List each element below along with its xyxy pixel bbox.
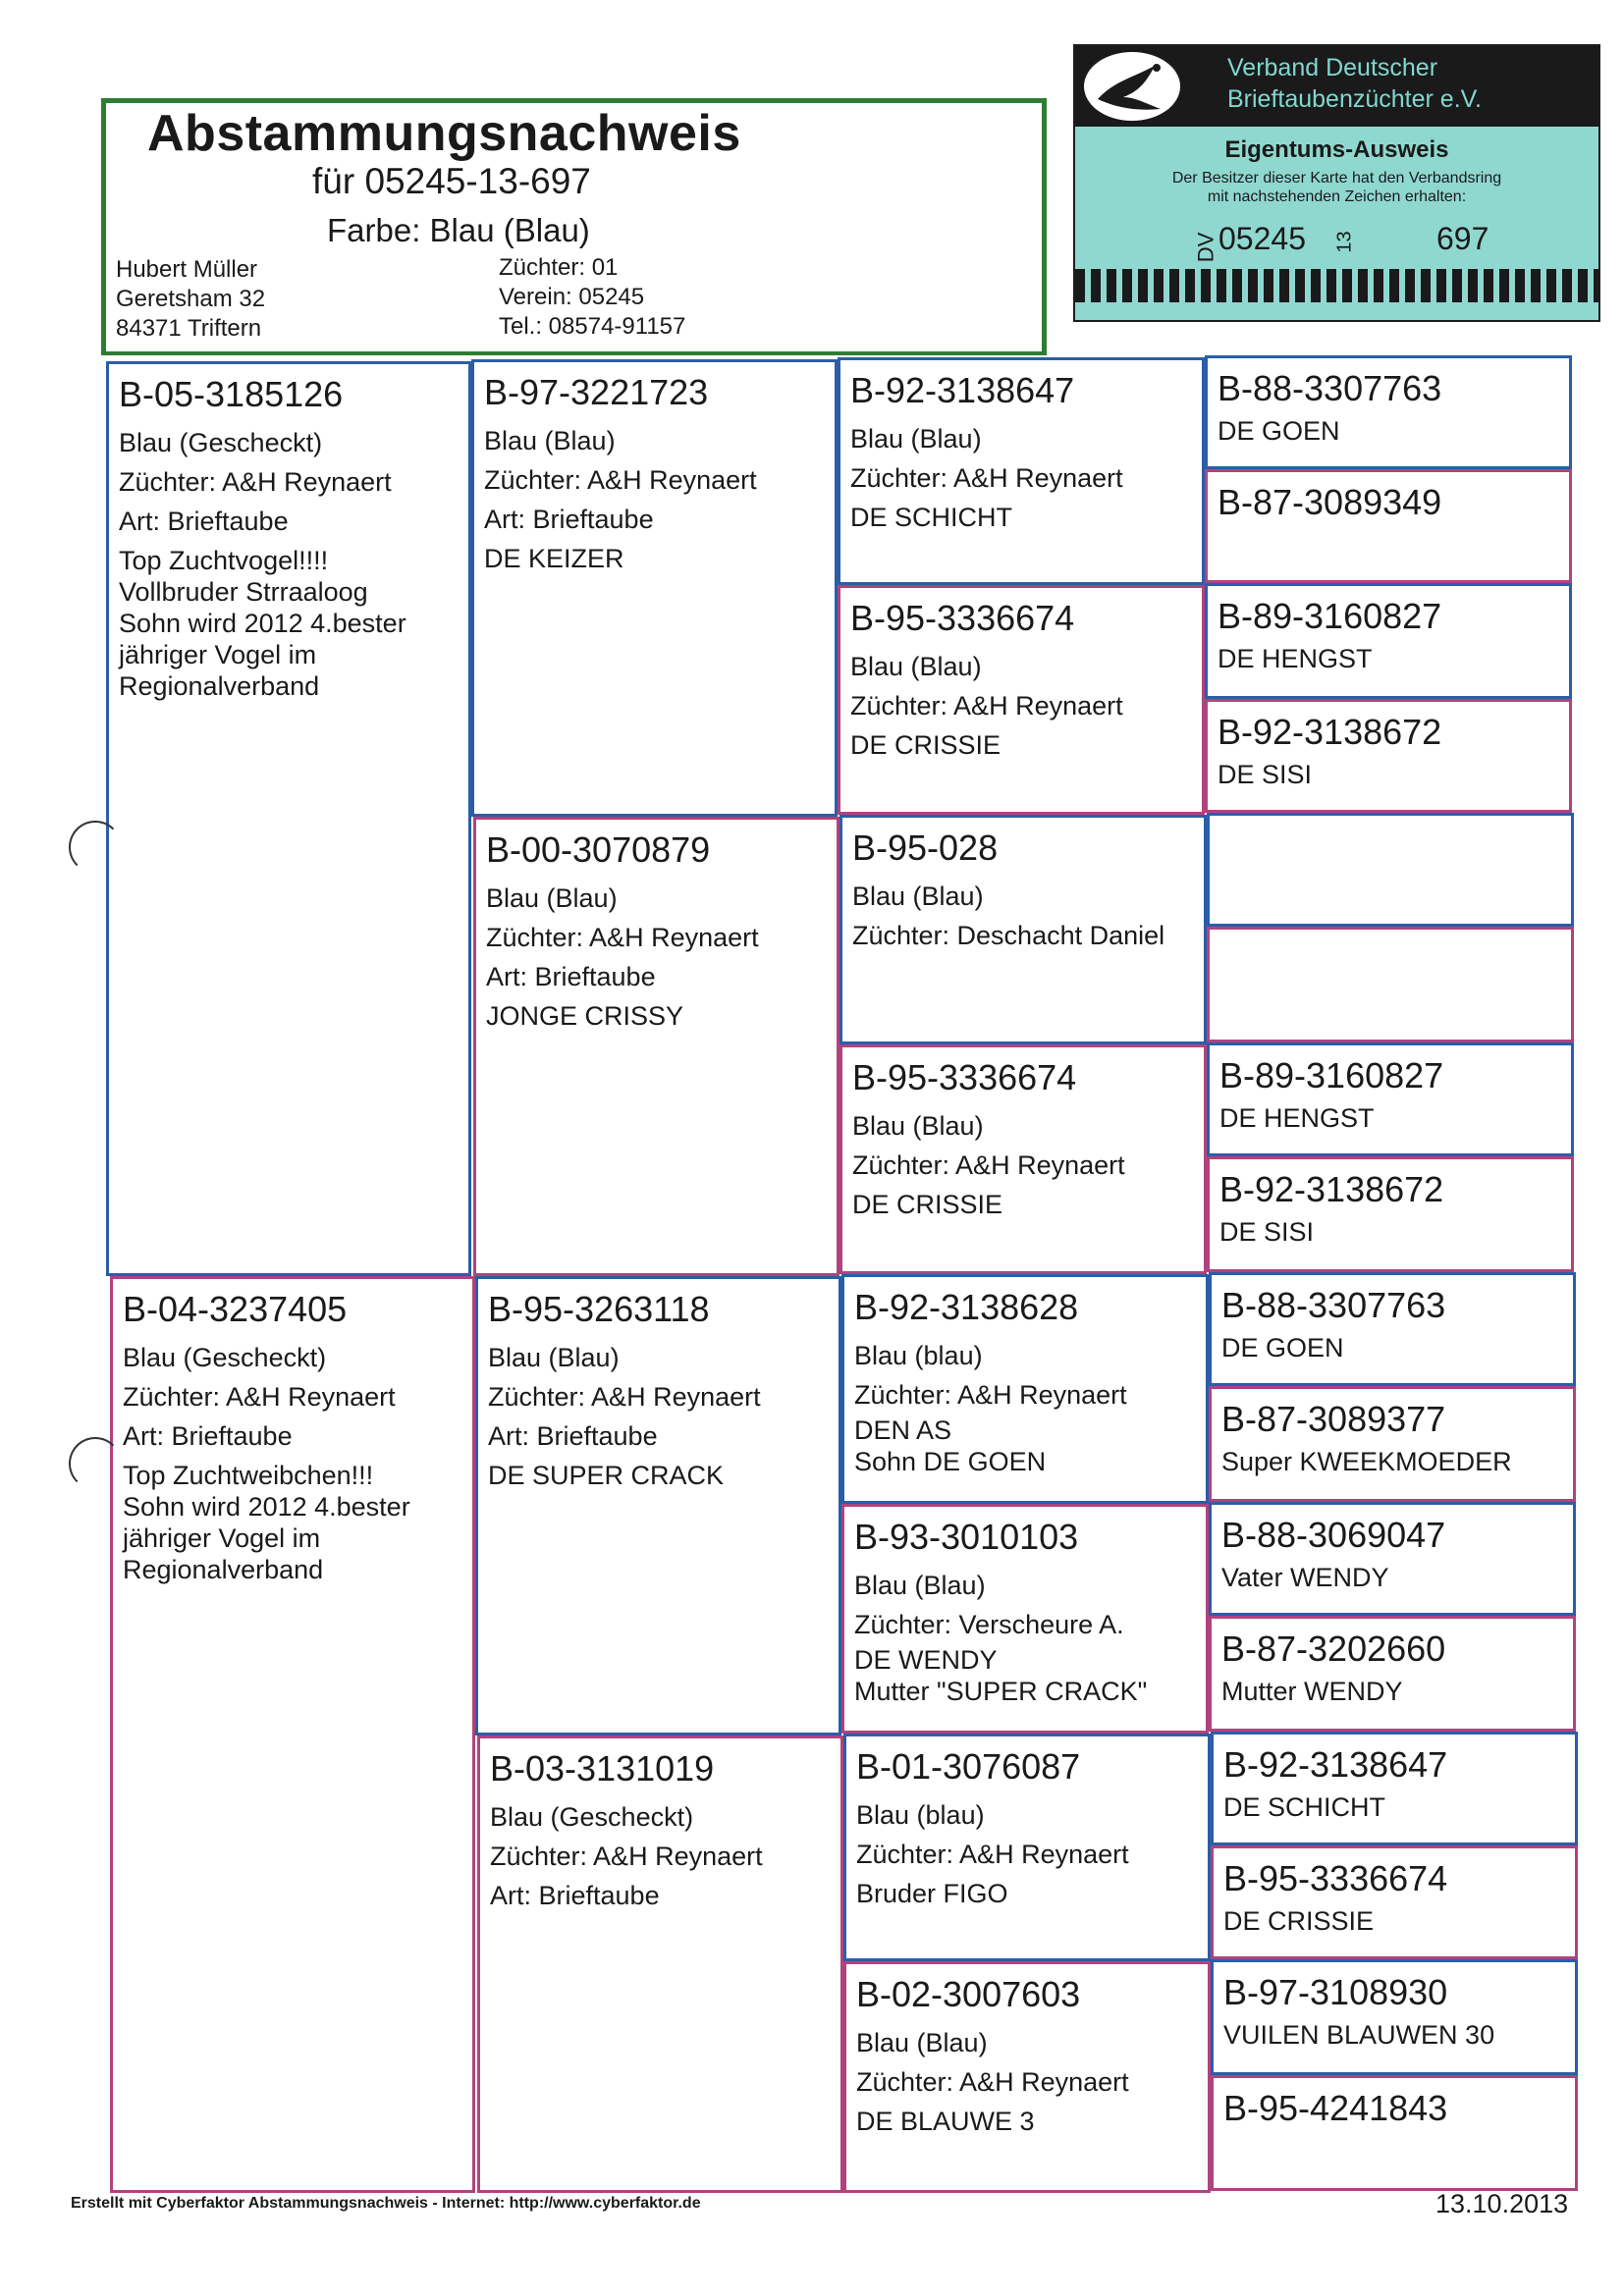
detail-line: Blau (Gescheckt) [119, 428, 323, 457]
ring-number: B-87-3089377 [1221, 1399, 1446, 1439]
detail-line: Sohn DE GOEN [854, 1447, 1047, 1476]
note-line: Top Zuchtvogel!!!! [119, 546, 329, 575]
card-org-name-1: Verband Deutscher [1227, 54, 1438, 81]
detail-line: Züchter: A&H Reynaert [490, 1842, 763, 1871]
ring-number: B-87-3089349 [1218, 482, 1442, 522]
detail-line: Züchter: A&H Reynaert [852, 1150, 1125, 1180]
detail-line: DE SISI [1218, 760, 1313, 789]
detail-line: Züchter: Verscheure A. [854, 1610, 1124, 1639]
detail-line: Züchter: A&H Reynaert [119, 467, 392, 497]
pigeon-details [490, 1797, 833, 1915]
ring-number: B-97-3221723 [484, 372, 709, 412]
great-grandparent-box [841, 1274, 1209, 1504]
card-year: 13 [1333, 231, 1356, 253]
note-line: Vollbruder Strraaloog [119, 577, 368, 607]
breeder-info [499, 253, 685, 342]
ancestor-box [1205, 699, 1572, 813]
detail-line: DE HENGST [1218, 644, 1373, 673]
detail-line: Blau (Gescheckt) [123, 1343, 327, 1372]
detail-line: Züchter: A&H Reynaert [484, 465, 757, 495]
detail-line: Züchter: A&H Reynaert [850, 691, 1123, 721]
pigeon-details [850, 647, 1194, 765]
note-line: Top Zuchtweibchen!!! [123, 1461, 374, 1490]
punch-hole [69, 821, 122, 874]
detail-line: Blau (Blau) [852, 881, 984, 911]
grandparent-box [475, 1276, 841, 1735]
ancestor-box-empty [1207, 813, 1574, 927]
ring-number: B-92-3138647 [850, 370, 1075, 410]
ring-number: B-92-3138647 [1223, 1744, 1448, 1785]
pigeon-notes [119, 545, 460, 702]
ring-number: B-88-3069047 [1221, 1515, 1446, 1555]
great-grandparent-box [838, 357, 1205, 585]
ring-number: B-95-3336674 [852, 1057, 1077, 1097]
note-line: Sohn wird 2012 4.bester [119, 609, 406, 638]
ownership-card [1073, 44, 1600, 322]
ring-number: B-89-3160827 [1218, 596, 1442, 636]
detail-line: Blau (Blau) [850, 424, 982, 454]
detail-line: DE WENDY [854, 1645, 998, 1675]
detail-line: Art: Brieftaube [490, 1881, 660, 1910]
pigeon-details [854, 1566, 1198, 1707]
ancestor-box [1211, 2075, 1578, 2191]
detail-line: Blau (blau) [854, 1341, 983, 1370]
pigeon-details [1218, 639, 1561, 678]
pigeon-color: Farbe: Blau (Blau) [327, 212, 590, 248]
pigeon-details [1221, 1672, 1565, 1711]
card-text-2: mit nachstehenden Zeichen erhalten: [1207, 188, 1467, 205]
card-dv-label: DV [1193, 232, 1218, 263]
ring-number: B-92-3138672 [1219, 1169, 1444, 1209]
print-date: 13.10.2013 [1435, 2189, 1569, 2218]
pigeon-details [1221, 1328, 1565, 1367]
detail-line: Art: Brieftaube [484, 505, 654, 534]
ring-number: B-87-3202660 [1221, 1629, 1446, 1669]
pigeon-details [852, 1106, 1196, 1224]
ring-number: B-92-3138628 [854, 1287, 1079, 1327]
detail-line: JONGE CRISSY [486, 1001, 684, 1031]
detail-line: DE SUPER CRACK [488, 1461, 725, 1490]
pigeon-details [1219, 1098, 1563, 1138]
ancestor-box-empty [1207, 927, 1574, 1042]
detail-line: Vater WENDY [1221, 1563, 1389, 1592]
grandparent-box [471, 359, 838, 817]
detail-line: DE SISI [1219, 1217, 1315, 1247]
pigeon-details [1218, 411, 1561, 451]
great-grandparent-box [841, 1504, 1209, 1734]
detail-line: Blau (Blau) [488, 1343, 620, 1372]
pigeon-details [1223, 1788, 1567, 1827]
pigeon-details [1218, 755, 1561, 794]
detail-line: DE KEIZER [484, 544, 624, 573]
pigeon-details [854, 1336, 1198, 1477]
ring-number: B-88-3307763 [1221, 1285, 1446, 1325]
ring-number: B-95-4241843 [1223, 2088, 1448, 2128]
detail-line: Blau (Blau) [486, 883, 618, 913]
page-title: Abstammungsnachweis [147, 105, 741, 162]
detail-line: Züchter: A&H Reynaert [486, 923, 759, 952]
note-line: Sohn wird 2012 4.bester [123, 1492, 410, 1522]
detail-line: Super KWEEKMOEDER [1221, 1447, 1512, 1476]
ring-number: B-95-3263118 [488, 1289, 710, 1329]
detail-line: Züchter: A&H Reynaert [488, 1382, 761, 1412]
ring-number: B-02-3007603 [856, 1974, 1081, 2014]
great-grandparent-box [838, 585, 1205, 815]
detail-line: Mutter "SUPER CRACK" [854, 1677, 1148, 1706]
note-line: jähriger Vogel im [119, 640, 317, 669]
pigeon-notes [123, 1460, 464, 1585]
card-org-name-2: Brieftaubenzüchter e.V. [1227, 85, 1482, 113]
pigeon-details [1223, 1901, 1567, 1941]
detail-line: Mutter WENDY [1221, 1677, 1403, 1706]
ancestor-box [1209, 1616, 1576, 1732]
note-line: Regionalverband [123, 1555, 324, 1584]
detail-line: DE CRISSIE [1223, 1906, 1375, 1936]
pigeon-details [856, 2023, 1200, 2141]
detail-line: Züchter: A&H Reynaert [856, 1840, 1129, 1869]
grandparent-box [473, 817, 839, 1276]
great-grandparent-box [843, 1734, 1211, 1961]
club-number: Verein: 05245 [499, 284, 645, 310]
pigeon-details [123, 1338, 464, 1585]
ring-number: B-05-3185126 [119, 374, 344, 414]
detail-line: Blau (Blau) [850, 652, 982, 681]
ring-number: B-01-3076087 [856, 1746, 1081, 1787]
pigeon-details [484, 421, 827, 578]
ring-number: B-00-3070879 [486, 829, 711, 870]
detail-line: Züchter: A&H Reynaert [850, 463, 1123, 493]
detail-line: DE SCHICHT [850, 503, 1013, 532]
pigeon-details [1221, 1442, 1565, 1481]
detail-line: Bruder FIGO [856, 1879, 1008, 1908]
ancestor-box [1205, 469, 1572, 583]
detail-line: Art: Brieftaube [486, 962, 656, 991]
sire-box [106, 361, 471, 1276]
pigeon-details [1219, 1212, 1563, 1252]
ring-number: B-93-3010103 [854, 1517, 1079, 1557]
detail-line: DE SCHICHT [1223, 1792, 1386, 1822]
ring-number: B-95-3336674 [850, 598, 1075, 638]
card-club-number: 05245 [1218, 221, 1306, 256]
ring-number: B-97-3108930 [1223, 1972, 1448, 2012]
footer-credit: Erstellt mit Cyberfaktor Abstammungsnachweis - Internet: http://www.cyberfaktor.de [71, 2195, 701, 2212]
pigeon-ring-number: für 05245-13-697 [312, 161, 591, 201]
ancestor-box [1207, 1156, 1574, 1272]
detail-line: Züchter: A&H Reynaert [123, 1382, 396, 1412]
detail-line: Blau (Blau) [856, 2028, 988, 2057]
detail-line: Züchter: Deschacht Daniel [852, 921, 1165, 950]
ring-number: B-03-3131019 [490, 1748, 715, 1789]
detail-line: DE GOEN [1218, 416, 1340, 446]
pigeon-details [852, 877, 1196, 955]
card-text-1: Der Besitzer dieser Karte hat den Verbandsring [1171, 170, 1502, 187]
pigeon-details [856, 1795, 1200, 1913]
detail-line: Blau (Gescheckt) [490, 1802, 694, 1832]
detail-line: DEN AS [854, 1415, 952, 1445]
detail-line: VUILEN BLAUWEN 30 [1223, 2020, 1495, 2050]
breeder-number: Züchter: 01 [499, 254, 619, 281]
ring-number: B-95-3336674 [1223, 1858, 1448, 1898]
ancestor-box [1209, 1386, 1576, 1502]
pigeon-details [488, 1338, 831, 1495]
ancestor-box [1211, 1845, 1578, 1959]
owner-name: Hubert Müller [116, 256, 258, 283]
great-grandparent-box [839, 815, 1207, 1044]
owner-address [116, 255, 265, 344]
ancestor-box [1205, 583, 1572, 699]
ring-number: B-92-3138672 [1218, 712, 1442, 752]
owner-street: Geretsham 32 [116, 286, 266, 312]
ancestor-box [1209, 1272, 1576, 1386]
grandparent-box [477, 1735, 843, 2193]
detail-line: DE BLAUWE 3 [856, 2107, 1035, 2136]
detail-line: Art: Brieftaube [123, 1421, 293, 1451]
dam-box [110, 1276, 475, 2193]
ancestor-box [1209, 1502, 1576, 1616]
owner-city: 84371 Triftern [116, 315, 262, 342]
ring-number: B-88-3307763 [1218, 368, 1442, 408]
detail-line: DE HENGST [1219, 1103, 1375, 1133]
ancestor-box [1205, 355, 1572, 469]
pigeon-logo-icon [1084, 52, 1180, 121]
punch-hole [69, 1437, 122, 1490]
ancestor-box [1207, 1042, 1574, 1156]
detail-line: DE GOEN [1221, 1333, 1344, 1362]
detail-line: DE CRISSIE [852, 1190, 1003, 1219]
detail-line: Blau (Blau) [484, 426, 616, 455]
pigeon-details [1221, 1558, 1565, 1597]
pigeon-details [850, 419, 1194, 537]
phone-number: Tel.: 08574-91157 [499, 313, 686, 340]
pigeon-details [1223, 2015, 1567, 2055]
detail-line: Art: Brieftaube [119, 507, 289, 536]
note-line: Regionalverband [119, 671, 320, 701]
ancestor-box [1211, 1959, 1578, 2075]
ring-number: B-04-3237405 [123, 1289, 348, 1329]
ring-number: B-89-3160827 [1219, 1055, 1444, 1095]
ring-number: B-95-028 [852, 828, 999, 868]
ancestor-box [1211, 1732, 1578, 1845]
card-title: Eigentums-Ausweis [1224, 136, 1449, 163]
note-line: jähriger Vogel im [123, 1523, 321, 1553]
detail-line: Züchter: A&H Reynaert [856, 2067, 1129, 2097]
detail-line: Züchter: A&H Reynaert [854, 1380, 1127, 1410]
great-grandparent-box [843, 1961, 1211, 2193]
card-ring-number: 697 [1436, 221, 1489, 256]
detail-line: DE CRISSIE [850, 730, 1001, 760]
detail-line: Blau (Blau) [854, 1571, 986, 1600]
pigeon-details [119, 423, 460, 702]
detail-line: Art: Brieftaube [488, 1421, 658, 1451]
great-grandparent-box [839, 1044, 1207, 1274]
detail-line: Blau (Blau) [852, 1111, 984, 1141]
pigeon-details [486, 879, 829, 1036]
card-pattern-band [1075, 269, 1598, 302]
detail-line: Blau (blau) [856, 1800, 985, 1830]
